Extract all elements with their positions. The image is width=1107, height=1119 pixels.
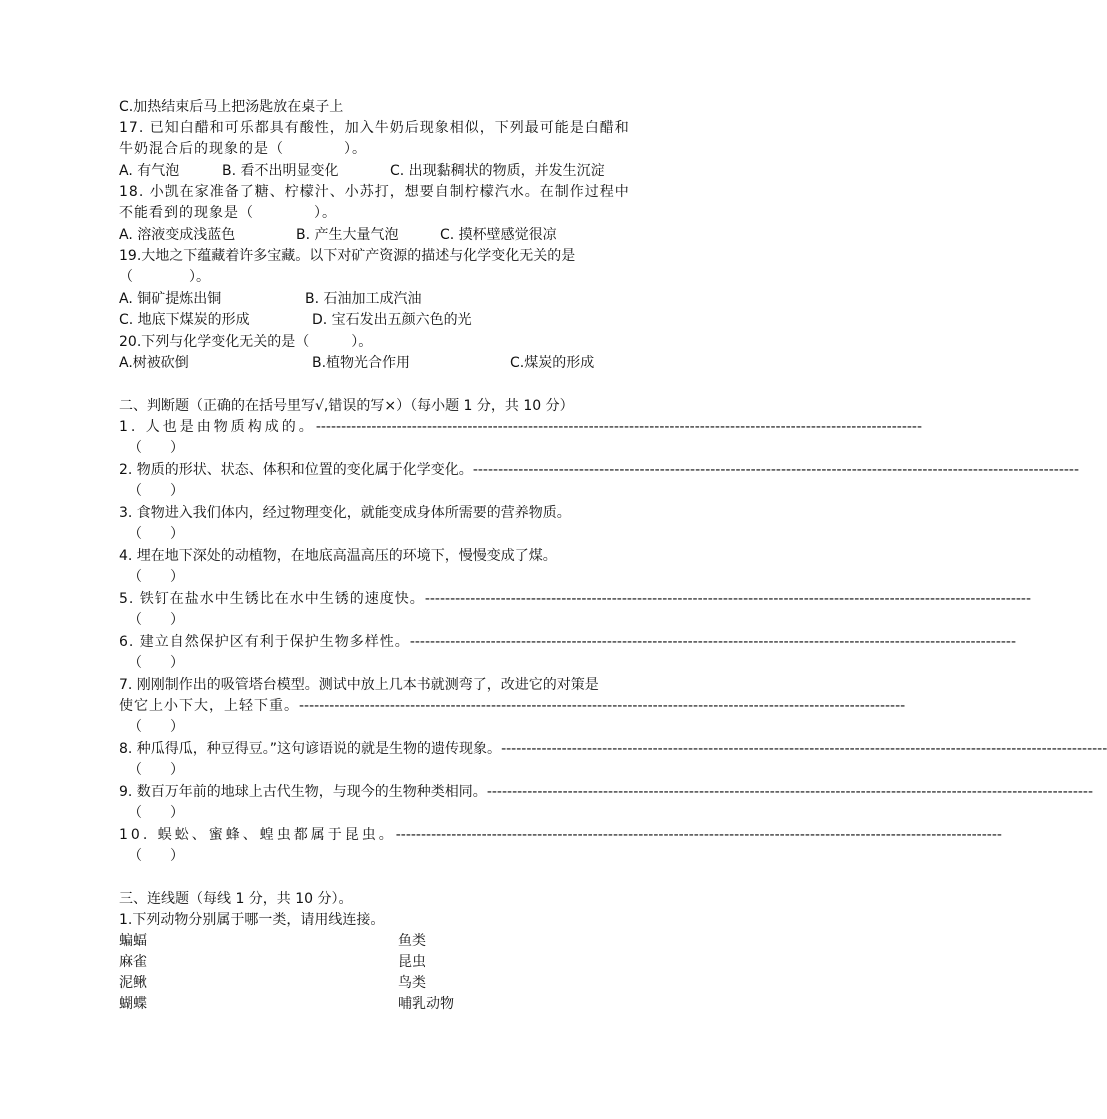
- q17-stem-line1: 17. 已知白醋和可乐都具有酸性，加入牛奶后现象相似，下列最可能是白醋和: [119, 120, 630, 136]
- match-left-4: 蝴蝶: [119, 996, 147, 1012]
- leader-dashes: ------------------------------------------------------------------------------------------------------------------------: [409, 634, 1017, 650]
- tf-item-1-text: 1. 人也是由物质构成的。: [119, 419, 316, 435]
- tf-item-2-text: 2. 物质的形状、状态、体积和位置的变化属于化学变化。: [119, 462, 473, 478]
- q17-stem-line2: 牛奶混合后的现象的是（ ）。: [119, 141, 367, 157]
- q19-option-a: A. 铜矿提炼出铜: [119, 291, 222, 307]
- answer-blank: （ ）: [128, 569, 184, 585]
- q20-stem: 20.下列与化学变化无关的是（ ）。: [119, 334, 373, 350]
- q20-option-c: C.煤炭的形成: [510, 355, 595, 371]
- q18-stem-line1: 18. 小凯在家准备了糖、柠檬汁、小苏打，想要自制柠檬汽水。在制作过程中: [119, 184, 630, 200]
- q19-option-b: B. 石油加工成汽油: [305, 291, 422, 307]
- q16-option-c: C.加热结束后马上把汤匙放在桌子上: [119, 99, 344, 115]
- leader-dashes: ------------------------------------------------------------------------------------------------------------------------: [395, 827, 1002, 843]
- tf-item-9: [119, 782, 1094, 803]
- q19-option-d: D. 宝石发出五颜六色的光: [312, 312, 472, 328]
- tf-item-9-text: 9. 数百万年前的地球上古代生物，与现今的生物种类相同。: [119, 784, 487, 800]
- q20-option-b: B.植物光合作用: [312, 355, 411, 371]
- tf-item-5: [119, 589, 1032, 610]
- tf-item-6: [119, 632, 1017, 653]
- leader-dashes: ------------------------------------------------------------------------------------------------------------------------: [299, 698, 906, 714]
- leader-dashes: ------------------------------------------------------------------------------------------------------------------------: [472, 462, 1080, 478]
- tf-item-5-text: 5. 铁钉在盐水中生锈比在水中生锈的速度快。: [119, 591, 425, 607]
- answer-blank: （ ）: [128, 762, 184, 778]
- tf-item-7-line2: [119, 696, 906, 717]
- q19-option-c: C. 地底下煤炭的形成: [119, 312, 250, 328]
- q18-stem-line2: 不能看到的现象是（ ）。: [119, 205, 337, 221]
- tf-item-1: [119, 417, 923, 438]
- answer-blank: （ ）: [128, 483, 184, 499]
- q19-stem-line2: （ ）。: [119, 269, 210, 285]
- tf-item-3: 3. 食物进入我们体内，经过物理变化，就能变成身体所需要的营养物质。: [119, 505, 571, 521]
- match-right-2: 昆虫: [398, 954, 426, 970]
- section3-q1: 1.下列动物分别属于哪一类，请用线连接。: [119, 912, 385, 928]
- answer-blank: （ ）: [128, 848, 184, 864]
- match-right-3: 鸟类: [398, 975, 426, 991]
- answer-blank: （ ）: [128, 612, 184, 628]
- answer-blank: （ ）: [128, 805, 184, 821]
- q17-option-b: B. 看不出明显变化: [222, 163, 339, 179]
- q18-option-a: A. 溶液变成浅蓝色: [119, 227, 236, 243]
- answer-blank: （ ）: [128, 719, 184, 735]
- tf-item-2: [119, 460, 1080, 481]
- leader-dashes: ------------------------------------------------------------------------------------------------------------------------: [315, 419, 923, 435]
- tf-item-10-text: 10. 蜈蚣、蜜蜂、蝗虫都属于昆虫。: [119, 827, 396, 843]
- q19-stem-line1: 19.大地之下蕴藏着许多宝藏。以下对矿产资源的描述与化学变化无关的是: [119, 248, 576, 264]
- match-left-3: 泥鳅: [119, 975, 147, 991]
- tf-item-7-text: 使它上小下大，上轻下重。: [119, 698, 299, 714]
- leader-dashes: ------------------------------------------------------------------------------------------------------------------------: [501, 741, 1107, 757]
- q18-option-b: B. 产生大量气泡: [296, 227, 399, 243]
- tf-item-4: 4. 埋在地下深处的动植物，在地底高温高压的环境下，慢慢变成了煤。: [119, 548, 557, 564]
- q17-option-a: A. 有气泡: [119, 163, 180, 179]
- section2-title: 二、判断题（正确的在括号里写√,错误的写×）（每小题 1 分，共 10 分）: [119, 398, 574, 414]
- leader-dashes: ------------------------------------------------------------------------------------------------------------------------: [486, 784, 1094, 800]
- q18-option-c: C. 摸杯壁感觉很凉: [440, 227, 557, 243]
- tf-item-10: [119, 825, 1002, 846]
- tf-item-6-text: 6. 建立自然保护区有利于保护生物多样性。: [119, 634, 410, 650]
- match-right-1: 鱼类: [398, 933, 426, 949]
- tf-item-7-line1: 7. 刚刚制作出的吸管塔台模型。测试中放上几本书就测弯了，改进它的对策是: [119, 677, 599, 693]
- match-left-1: 蝙蝠: [119, 933, 147, 949]
- answer-blank: （ ）: [128, 655, 184, 671]
- tf-item-8: [119, 739, 1107, 760]
- answer-blank: （ ）: [128, 526, 184, 542]
- leader-dashes: ------------------------------------------------------------------------------------------------------------------------: [424, 591, 1032, 607]
- match-right-4: 哺乳动物: [398, 996, 454, 1012]
- section3-title: 三、连线题（每线 1 分，共 10 分）。: [119, 891, 353, 907]
- q17-option-c: C. 出现黏稠状的物质，并发生沉淀: [390, 163, 605, 179]
- match-left-2: 麻雀: [119, 954, 147, 970]
- answer-blank: （ ）: [128, 440, 184, 456]
- tf-item-8-text: 8. 种瓜得瓜，种豆得豆。”这句谚语说的就是生物的遗传现象。: [119, 741, 502, 757]
- q20-option-a: A.树被砍倒: [119, 355, 189, 371]
